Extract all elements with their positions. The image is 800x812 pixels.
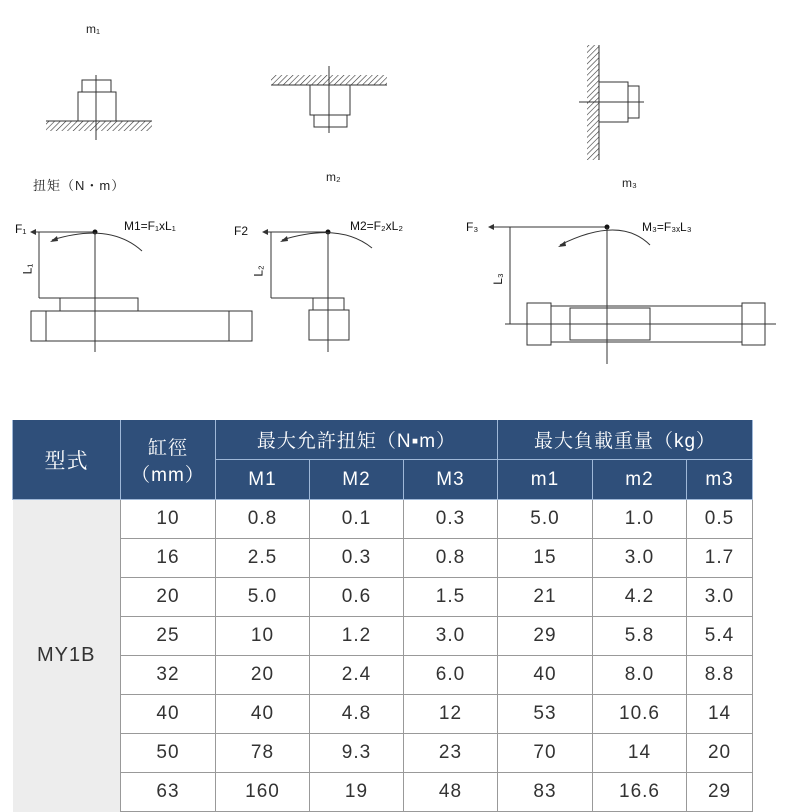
header-row-1 bbox=[13, 420, 753, 460]
m3-cell: 5.4 bbox=[687, 617, 753, 656]
m3-cell: 0.5 bbox=[687, 500, 753, 539]
m2-label: m₂ bbox=[326, 170, 341, 184]
m2-cell: 10.6 bbox=[593, 695, 687, 734]
m2-cell: 16.6 bbox=[593, 773, 687, 812]
m3-cell: 29 bbox=[687, 773, 753, 812]
M3-cell: 0.8 bbox=[404, 539, 498, 578]
m2-cell: 5.8 bbox=[593, 617, 687, 656]
m3-cell: 20 bbox=[687, 734, 753, 773]
force-label-1: F₁ bbox=[15, 222, 27, 236]
M2-cell: 0.1 bbox=[310, 500, 404, 539]
header-M1: M1 bbox=[216, 460, 310, 500]
m2-cell: 3.0 bbox=[593, 539, 687, 578]
table-row bbox=[13, 539, 753, 578]
formula-1: M1=F₁xL₁ bbox=[124, 219, 176, 233]
M3-cell: 12 bbox=[404, 695, 498, 734]
spec-table bbox=[12, 420, 753, 812]
M2-cell: 4.8 bbox=[310, 695, 404, 734]
force-label-2: F2 bbox=[234, 224, 249, 238]
bore-cell: 20 bbox=[121, 578, 216, 617]
table-row bbox=[13, 656, 753, 695]
m1-cell: 83 bbox=[498, 773, 593, 812]
torque-diagram-m3 bbox=[488, 224, 776, 364]
table-row bbox=[13, 617, 753, 656]
m2-cell: 14 bbox=[593, 734, 687, 773]
M1-cell: 20 bbox=[216, 656, 310, 695]
m3-cell: 14 bbox=[687, 695, 753, 734]
header-bore-line2: （mm） bbox=[131, 464, 205, 486]
torque-diagram-m2 bbox=[262, 229, 372, 352]
header-M3: M3 bbox=[404, 460, 498, 500]
M2-cell: 2.4 bbox=[310, 656, 404, 695]
bore-cell: 16 bbox=[121, 539, 216, 578]
m1-cell: 5.0 bbox=[498, 500, 593, 539]
bore-cell: 63 bbox=[121, 773, 216, 812]
M3-cell: 48 bbox=[404, 773, 498, 812]
torque-diagram-m1 bbox=[30, 229, 252, 352]
bore-cell: 32 bbox=[121, 656, 216, 695]
m2-cell: 4.2 bbox=[593, 578, 687, 617]
M1-cell: 40 bbox=[216, 695, 310, 734]
header-torque-group: 最大允許扭矩（N▪m） bbox=[216, 420, 498, 460]
m2-diagram bbox=[271, 66, 387, 133]
length-label-2: L₂ bbox=[251, 265, 266, 277]
bore-cell: 50 bbox=[121, 734, 216, 773]
force-label-3: F₃ bbox=[466, 220, 479, 234]
header-load-group: 最大負載重量（kg） bbox=[498, 420, 753, 460]
m1-cell: 70 bbox=[498, 734, 593, 773]
m1-diagram bbox=[46, 75, 152, 140]
m1-label: m₁ bbox=[86, 22, 101, 36]
header-M2: M2 bbox=[310, 460, 404, 500]
header-m1: m1 bbox=[498, 460, 593, 500]
m3-cell: 1.7 bbox=[687, 539, 753, 578]
model-cell: MY1B bbox=[13, 500, 121, 812]
M1-cell: 2.5 bbox=[216, 539, 310, 578]
torque-section-title: 扭矩（N・m） bbox=[33, 178, 126, 193]
M3-cell: 0.3 bbox=[404, 500, 498, 539]
M2-cell: 0.3 bbox=[310, 539, 404, 578]
m2-cell: 8.0 bbox=[593, 656, 687, 695]
header-bore bbox=[121, 420, 216, 500]
m3-cell: 3.0 bbox=[687, 578, 753, 617]
M1-cell: 78 bbox=[216, 734, 310, 773]
m3-diagram bbox=[579, 45, 644, 160]
m1-cell: 29 bbox=[498, 617, 593, 656]
M1-cell: 0.8 bbox=[216, 500, 310, 539]
header-model: 型式 bbox=[13, 420, 121, 500]
M2-cell: 19 bbox=[310, 773, 404, 812]
table-row bbox=[13, 773, 753, 812]
header-m3: m3 bbox=[687, 460, 753, 500]
m3-label: m₃ bbox=[622, 176, 637, 190]
M1-cell: 5.0 bbox=[216, 578, 310, 617]
table-row bbox=[13, 734, 753, 773]
m2-cell: 1.0 bbox=[593, 500, 687, 539]
m3-cell: 8.8 bbox=[687, 656, 753, 695]
bore-cell: 40 bbox=[121, 695, 216, 734]
length-label-3: L₃ bbox=[490, 273, 505, 285]
formula-3: M₃=F₃ₓL₃ bbox=[642, 220, 692, 234]
m1-cell: 15 bbox=[498, 539, 593, 578]
M1-cell: 160 bbox=[216, 773, 310, 812]
M3-cell: 6.0 bbox=[404, 656, 498, 695]
header-m2: m2 bbox=[593, 460, 687, 500]
M2-cell: 0.6 bbox=[310, 578, 404, 617]
length-label-1: L₁ bbox=[20, 263, 35, 275]
M2-cell: 9.3 bbox=[310, 734, 404, 773]
m1-cell: 53 bbox=[498, 695, 593, 734]
M3-cell: 23 bbox=[404, 734, 498, 773]
M3-cell: 1.5 bbox=[404, 578, 498, 617]
m1-cell: 40 bbox=[498, 656, 593, 695]
M2-cell: 1.2 bbox=[310, 617, 404, 656]
formula-2: M2=F₂xL₂ bbox=[350, 219, 403, 233]
M3-cell: 3.0 bbox=[404, 617, 498, 656]
header-bore-line1: 缸徑 bbox=[147, 437, 188, 459]
bore-cell: 25 bbox=[121, 617, 216, 656]
m1-cell: 21 bbox=[498, 578, 593, 617]
table-row bbox=[13, 695, 753, 734]
table-row bbox=[13, 578, 753, 617]
M1-cell: 10 bbox=[216, 617, 310, 656]
table-row bbox=[13, 500, 753, 539]
bore-cell: 10 bbox=[121, 500, 216, 539]
